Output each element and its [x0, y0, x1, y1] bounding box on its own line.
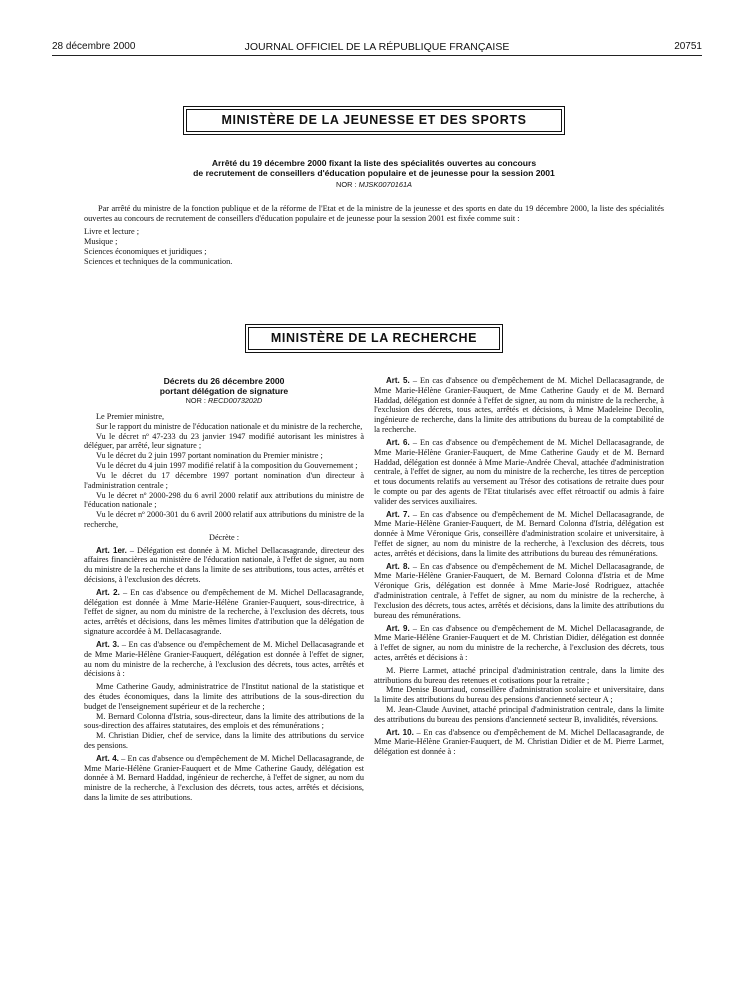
paragraph: M. Christian Didier, chef de service, dans la limite des attributions du service des pensions.	[84, 731, 364, 750]
ministry-box-jeunesse	[0, 106, 748, 135]
article-label: Art. 6.	[386, 437, 410, 447]
list-item: Musique ;	[84, 237, 118, 247]
paragraph: Vu le décret nº 2000-298 du 6 avril 2000 relatif aux attributions du ministre de l'éducation nationale ;	[84, 490, 364, 510]
article-1: Art. 1er. – Délégation est donnée à M. Michel Dellacasagrande, directeur des affaires financières au ministère de l'éducation nationale, à l'effet de signer, au nom du ministre de la recherche et dans la limite de ses attributions, tous actes, arrêtés et décisions, à l'exclusion des décrets.	[84, 545, 364, 584]
nor-code: RECD0073202D	[207, 396, 263, 405]
article-label: Art. 5.	[386, 376, 410, 385]
paragraph: Vu le décret du 2 juin 1997 portant nomination du Premier ministre ;	[96, 451, 323, 461]
ministry-box-recherche	[0, 324, 748, 353]
arrete-title-line2: de recrutement de conseillers d'éducation populaire et de jeunesse pour la session 2001	[193, 168, 555, 178]
arrete-intro: Par arrêté du ministre de la fonction publique et de la réforme de l'Etat et de la ministre de la jeunesse et des sports en date du 19 décembre 2000, la liste des spécialités ouvertes au concours de recrutement de conseillers d'éducation populaire et de jeunesse pour la session 2001 est fixée comme suit :	[84, 204, 664, 224]
article-label: Art. 9.	[386, 623, 410, 633]
header-journal-title: JOURNAL OFFICIEL DE LA RÉPUBLIQUE FRANÇAISE	[244, 41, 510, 53]
article-4: Art. 4. – En cas d'absence ou d'empêchement de M. Michel Dellacasagrande, de Mme Marie-Hélène Granier-Fauquert et de Mme Catherine Gaudy, délégation est donnée à M. Bernard Haddad, ingénieur de recherche, à l'effet de signer, au nom du ministre de la recherche, à l'exclusion des décrets, tous actes, arrêtés et décisions, dans la limite de ses attributions.	[84, 753, 365, 803]
nor-label: NOR :	[335, 180, 357, 189]
article-label: Art. 1er.	[96, 545, 127, 555]
decrete-label: Décrète :	[209, 532, 239, 542]
running-header	[52, 40, 702, 54]
list-item: Sciences et techniques de la communication.	[84, 257, 233, 267]
paragraph: Sur le rapport du ministre de l'éducation nationale et du ministre de la recherche,	[96, 421, 363, 431]
header-date: 28 décembre 2000	[52, 41, 136, 52]
arrete-title-line1: Arrêté du 19 décembre 2000 fixant la liste des spécialités ouvertes au concours	[211, 158, 537, 168]
article-7: Art. 7. – En cas d'absence ou d'empêchement de M. Michel Dellacasagrande, de Mme Marie-Hélène Granier-Fauquert, de M. Bernard Colonna d'Istria, délégation est donnée à Mme Véronique Gris, conseillère d'administration scolaire et universitaire, à l'effet de signer, au nom du ministre de la recherche, à l'exclusion des décrets, tous actes, arrêtés et décisions, dans la limite des attributions du bureau des rémunérations.	[374, 509, 665, 558]
right-column	[374, 376, 664, 757]
ministry-heading: MINISTÈRE DE LA JEUNESSE ET DES SPORTS	[186, 109, 562, 132]
arrete-nor	[100, 180, 648, 190]
arrete-body	[84, 204, 664, 268]
paragraph: Mme Catherine Gaudy, administratrice de l'Institut national de la statistique et des études économiques, dans la limite des attributions de la sous-direction du budget de l'enseignement supérieur et de la recherche ;	[84, 682, 364, 711]
article-6: Art. 6. – En cas d'absence ou d'empêchement de M. Michel Dellacasagrande, de Mme Marie-Hélène Granier-Fauquert, de Mme Catherine Gaudy et de M. Bernard Haddad, délégation est donnée à Mme Marie-Andrée Cheval, attachée d'administration centrale, à l'effet de signer, au nom du ministre de la recherche, les titres de perception et tous documents relatifs au versement au Trésor des cotisations de retraite dues pour le compte ou par des agents de l'Etat titularisés avec effet rétroactif ou admis à faire valider des services auxiliaires.	[374, 437, 665, 506]
article-label: Art. 8.	[386, 561, 410, 571]
article-3: Art. 3. – En cas d'absence ou d'empêchement de M. Michel Dellacasagrande et de Mme Marie-Hélène Granier-Fauquert, délégation est donnée à l'effet de signer, au nom du ministre de la recherche, à l'exclusion des décrets, tous actes, arrêtés et décisions à :	[84, 639, 365, 679]
paragraph: Mme Denise Bourriaud, conseillère d'administration scolaire et universitaire, dans la limite des attributions du bureau des pensions d'ancienneté secteur A ;	[374, 685, 664, 705]
paragraph: Le Premier ministre,	[96, 412, 165, 421]
paragraph: M. Bernard Colonna d'Istria, sous-directeur, dans la limite des attributions de la sous-direction des affaires statutaires, des emplois et des rémunérations ;	[84, 711, 364, 731]
article-label: Art. 4.	[96, 753, 119, 763]
decret-title-line1: Décrets du 26 décembre 2000	[163, 376, 285, 386]
paragraph: Vu le décret nº 47-233 du 23 janvier 1947 modifié autorisant les ministres à déléguer, par arrêté, leur signature ;	[84, 431, 364, 451]
nor-code: MJSK0070161A	[358, 180, 412, 189]
left-column	[84, 376, 364, 803]
article-8: Art. 8. – En cas d'absence ou d'empêchement de M. Michel Dellacasagrande, de Mme Marie-Hélène Granier-Fauquert, de M. Bernard Colonna d'Istria et de Mme Véronique Gris, délégation est donnée à Mme Marie-José Rodriguez, attachée d'administration centrale, à l'effet de signer, au nom du ministre de la recherche, à l'exclusion des décrets, tous actes, arrêtés et décisions, dans la limite des attributions du bureau des rémunérations.	[374, 561, 665, 620]
list-item: Sciences économiques et juridiques ;	[84, 247, 207, 257]
paragraph: Vu le décret nº 2000-301 du 6 avril 2000 relatif aux attributions du ministre de la recherche,	[84, 510, 364, 529]
decret-nor	[84, 396, 364, 406]
paragraph: Vu le décret du 4 juin 1997 modifié relatif à la composition du Gouvernement ;	[96, 461, 358, 471]
decret-title-line2: portant délégation de signature	[159, 386, 289, 396]
header-page-number: 20751	[674, 41, 702, 52]
article-label: Art. 10.	[386, 727, 414, 737]
header-rule	[52, 55, 702, 56]
list-item: Livre et lecture ;	[84, 227, 140, 237]
article-label: Art. 7.	[386, 509, 410, 519]
paragraph: M. Jean-Claude Auvinet, attaché principal d'administration centrale, dans la limite des attributions du bureau des pensions d'ancienneté secteur B, invalidités, réversions.	[374, 705, 664, 724]
article-9: Art. 9. – En cas d'absence ou d'empêchement de M. Michel Dellacasagrande, de Mme Marie-Hélène Granier-Fauquert et de M. Christian Didier, délégation est donnée à l'effet de signer, au nom du ministre de la recherche, à l'exclusion des décrets, tous actes, arrêtés et décisions à :	[374, 623, 665, 662]
article-label: Art. 2.	[96, 587, 120, 597]
article-2: Art. 2. – En cas d'absence ou d'empêchement de M. Michel Dellacasagrande, délégation est donnée à Mme Marie-Hélène Granier-Fauquert, sous-directrice, à l'effet de signer, au nom du ministre de la recherche, à l'exclusion des décrets, tous actes, arrêtés et décisions, dans les mêmes limites d'attribution que la délégation de signature accordée à M. Dellacasagrande.	[84, 587, 364, 637]
nor-label: NOR :	[185, 396, 206, 405]
article-label: Art. 3.	[96, 639, 120, 649]
article-10: Art. 10. – En cas d'absence ou d'empêchement de M. Michel Dellacasagrande, de Mme Marie-Hélène Granier-Fauquert, de M. Christian Didier et de M. Pierre Larmet, délégation est donnée à :	[374, 727, 664, 757]
paragraph: Vu le décret du 17 décembre 1997 portant nomination d'un directeur à l'administration centrale ;	[84, 470, 364, 490]
ministry-heading: MINISTÈRE DE LA RECHERCHE	[248, 327, 500, 350]
article-5: Art. 5. – En cas d'absence ou d'empêchement de M. Michel Dellacasagrande, de Mme Marie-Hélène Granier-Fauquert, de Mme Catherine Gaudy et de M. Bernard Haddad, délégation est donnée à l'effet de signer, au nom du ministre de la recherche, à l'exclusion des décrets, tous actes, arrêtés et décisions, à Mme Madeleine Decolin, ingénieure de recherche, dans la limite des attributions du bureau de la comptabilité de la recherche.	[374, 376, 665, 435]
paragraph: M. Pierre Larmet, attaché principal d'administration centrale, dans la limite des attributions du bureau des retenues et cotisations pour la retraite ;	[374, 665, 664, 685]
